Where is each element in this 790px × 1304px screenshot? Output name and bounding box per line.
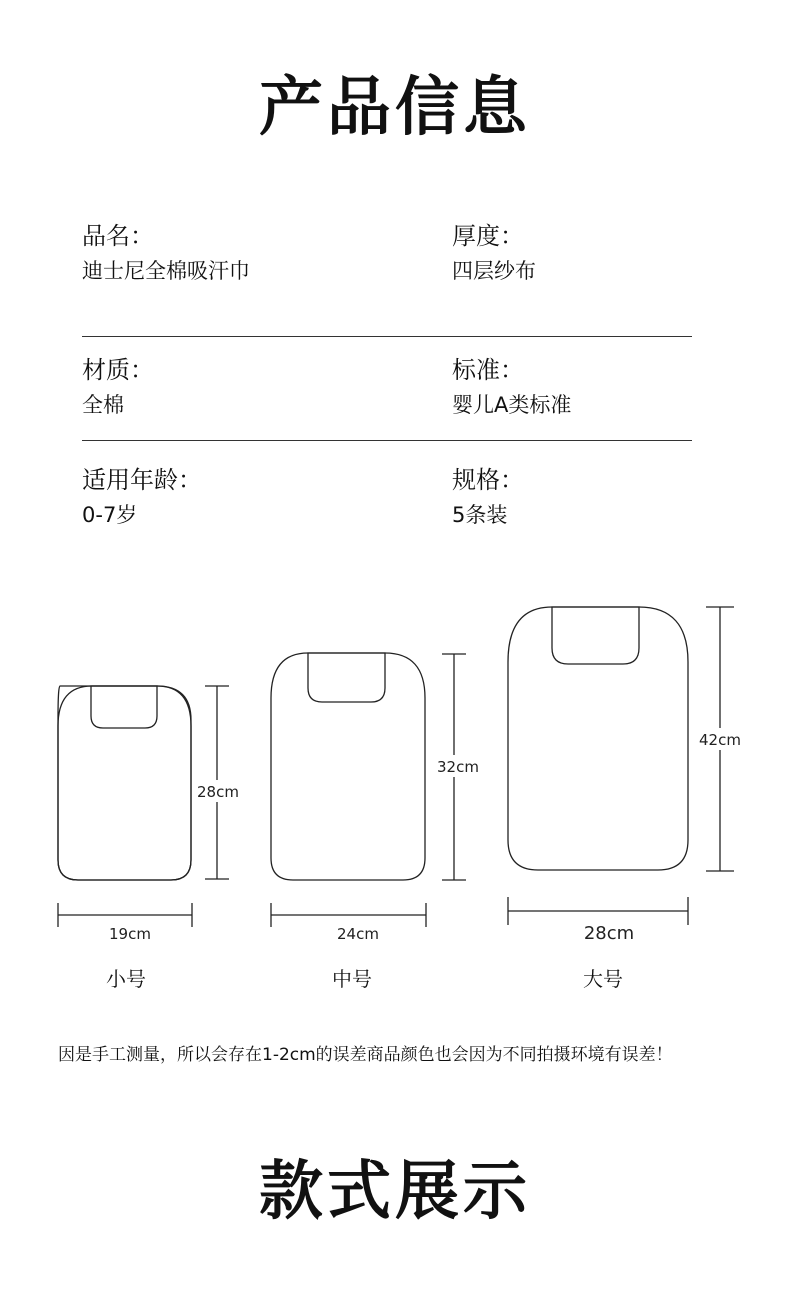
info-value: 全棉 — [82, 393, 124, 417]
width-label-small: 19cm — [109, 925, 151, 943]
measurement-note: 因是手工测量，所以会存在1-2cm的误差商品颜色也会因为不同拍摄环境有误差！ — [58, 1045, 673, 1065]
style-display-title: 款式展示 — [259, 1155, 531, 1229]
bib-medium-neck — [308, 653, 385, 702]
width-label-medium: 24cm — [337, 925, 379, 943]
info-thickness — [452, 222, 536, 284]
height-label-medium: 32cm — [437, 758, 479, 776]
divider — [82, 336, 692, 337]
width-label-large: 28cm — [583, 923, 635, 944]
size-name-medium: 中号 — [332, 967, 372, 991]
info-value: 四层纱布 — [452, 259, 536, 283]
bib-small-neck — [91, 686, 157, 728]
info-label: 规格： — [452, 466, 524, 494]
info-label: 厚度： — [452, 222, 524, 250]
bib-small-outline — [58, 686, 191, 880]
bib-large-neck — [552, 607, 639, 664]
info-material — [82, 356, 154, 418]
info-label: 品名： — [82, 222, 154, 250]
info-value: 婴儿A类标准 — [452, 393, 572, 417]
product-info-title: 产品信息 — [259, 71, 531, 145]
info-label: 适用年龄： — [82, 466, 202, 494]
bib-medium-outline — [271, 653, 425, 880]
divider — [82, 440, 692, 441]
info-value: 迪士尼全棉吸汗巾 — [82, 259, 250, 283]
info-spec — [452, 466, 524, 528]
bib-small-outline — [58, 686, 191, 880]
info-age — [82, 466, 202, 528]
height-label-small: 28cm — [197, 783, 239, 801]
size-name-large: 大号 — [583, 967, 623, 991]
size-name-small: 小号 — [106, 967, 146, 991]
bib-large-outline — [508, 607, 688, 870]
info-label: 材质： — [82, 356, 154, 384]
height-label-large: 42cm — [699, 731, 741, 749]
info-standard — [452, 356, 571, 418]
size-diagrams — [0, 590, 790, 1010]
info-value: 5条装 — [452, 503, 508, 527]
info-label: 标准： — [452, 356, 524, 384]
info-name — [82, 222, 250, 284]
info-value: 0-7岁 — [82, 503, 138, 527]
